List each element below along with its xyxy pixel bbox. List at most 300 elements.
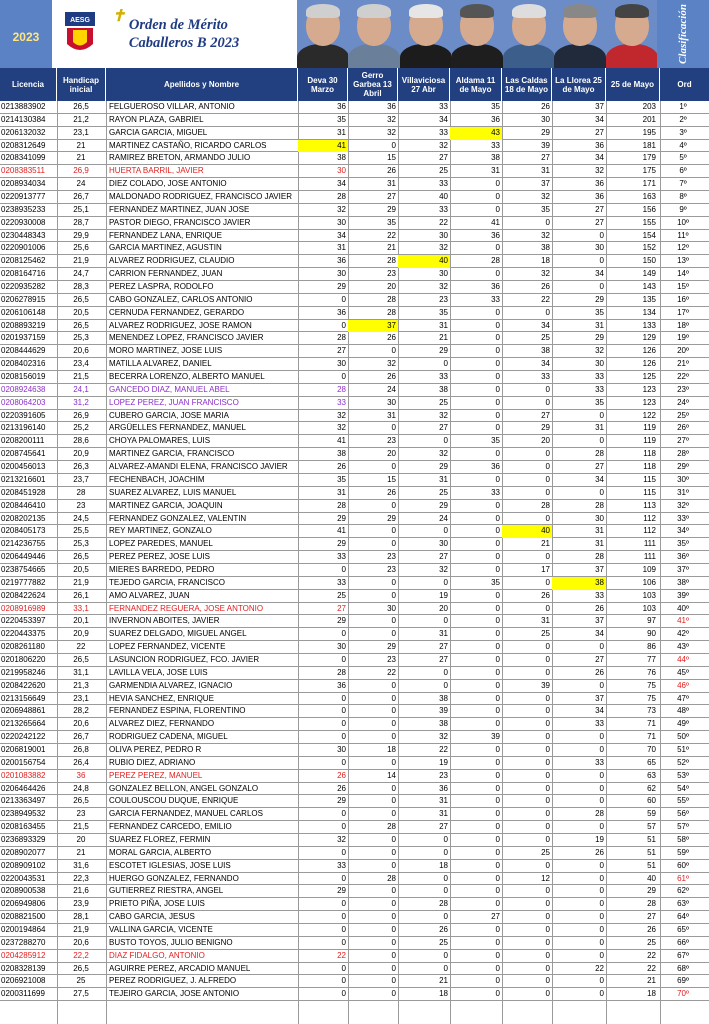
cell-villaviciosa: 32 (439, 564, 448, 574)
cell-total: 70 (647, 744, 656, 754)
cell-la-llorea: 28 (595, 809, 604, 819)
cell-gerro: 0 (391, 963, 396, 973)
cell-la-llorea: 0 (599, 230, 604, 240)
cell-las-caldas: 25 (541, 847, 550, 857)
cell-deva: 26 (337, 770, 346, 780)
cell-licencia: 0213363497 (1, 796, 46, 806)
cell-las-caldas: 0 (545, 462, 550, 472)
cell-ord: 4º (679, 140, 687, 150)
cell-villaviciosa: 27 (439, 654, 448, 664)
cell-la-llorea: 22 (595, 963, 604, 973)
cell-villaviciosa: 22 (439, 217, 448, 227)
cell-las-caldas: 28 (541, 500, 550, 510)
cell-ord: 60º (677, 860, 689, 870)
cell-aldama: 36 (491, 282, 500, 292)
cell-villaviciosa: 33 (439, 372, 448, 382)
cell-total: 181 (642, 140, 656, 150)
cell-licencia: 0208125462 (1, 256, 46, 266)
cell-handicap: 20,1 (73, 616, 89, 626)
cell-total: 195 (642, 127, 656, 137)
cell-las-caldas: 0 (545, 552, 550, 562)
cell-las-caldas: 32 (541, 192, 550, 202)
cell-deva: 30 (337, 166, 346, 176)
cell-villaviciosa: 33 (439, 102, 448, 111)
cell-total: 51 (647, 834, 656, 844)
cell-villaviciosa: 0 (443, 667, 448, 677)
table-row (0, 603, 709, 616)
cell-licencia: 0208444629 (1, 346, 46, 356)
cell-la-llorea: 0 (599, 912, 604, 922)
cell-villaviciosa: 27 (439, 642, 448, 652)
table-row (0, 718, 709, 731)
cell-la-llorea: 28 (595, 500, 604, 510)
cell-handicap: 21,6 (73, 886, 89, 896)
cell-la-llorea: 0 (599, 976, 604, 986)
table-row (0, 654, 709, 667)
title-line1: Orden de Mérito (128, 17, 228, 33)
cell-ord: 61º (677, 873, 689, 883)
cell-la-llorea: 37 (595, 102, 604, 111)
cell-total: 75 (647, 693, 656, 703)
cell-las-caldas: 27 (541, 153, 550, 163)
cell-licencia: 0208422624 (1, 590, 46, 600)
cell-nombre: LAVILLA VELA, JOSE LUIS (109, 667, 208, 677)
cell-licencia: 0238754665 (1, 564, 46, 574)
cell-aldama: 0 (495, 937, 500, 947)
cell-licencia: 0206278915 (1, 294, 46, 304)
cell-gerro: 0 (391, 616, 396, 626)
cell-gerro: 37 (348, 320, 398, 333)
cell-licencia: 0208916989 (1, 603, 46, 613)
cell-villaviciosa: 19 (439, 590, 448, 600)
cell-gerro: 0 (391, 140, 396, 150)
cell-nombre: CABO GARCIA, JESUS (109, 912, 195, 922)
cell-handicap: 31,2 (73, 397, 89, 407)
table-row (0, 680, 709, 693)
cell-gerro: 15 (387, 474, 396, 484)
cell-aldama: 0 (495, 680, 500, 690)
cell-aldama: 35 (491, 102, 500, 111)
table-row (0, 410, 709, 423)
cell-la-llorea: 0 (599, 256, 604, 266)
cell-deva: 36 (337, 680, 346, 690)
cell-total: 28 (647, 899, 656, 909)
cell-total: 71 (647, 732, 656, 742)
cell-ord: 34º (677, 526, 689, 536)
cell-la-llorea: 0 (599, 950, 604, 960)
cell-la-llorea: 0 (599, 783, 604, 793)
cell-total: 203 (642, 102, 656, 111)
cell-total: 51 (647, 847, 656, 857)
cell-licencia: 0208402316 (1, 359, 46, 369)
cell-licencia: 0213216601 (1, 474, 46, 484)
cell-aldama: 0 (495, 770, 500, 780)
cell-la-llorea: 0 (599, 796, 604, 806)
cell-aldama: 0 (495, 333, 500, 343)
cell-licencia: 0208422620 (1, 680, 46, 690)
cell-aldama: 0 (495, 822, 500, 832)
cell-licencia: 0208893219 (1, 320, 46, 330)
cell-deva: 32 (337, 410, 346, 420)
cell-la-llorea: 33 (595, 719, 604, 729)
cell-gerro: 28 (387, 822, 396, 832)
cell-gerro: 24 (387, 384, 396, 394)
cell-nombre: REY MARTINEZ, GONZALO (109, 526, 212, 536)
cell-la-llorea: 0 (599, 642, 604, 652)
cell-licencia: 0206819001 (1, 744, 46, 754)
cell-nombre: RAMIREZ BRETON, ARMANDO JULIO (109, 153, 251, 163)
cell-deva: 0 (341, 963, 346, 973)
cell-nombre: PASTOR DIEGO, FRANCISCO JAVIER (109, 217, 251, 227)
cell-villaviciosa: 18 (439, 860, 448, 870)
cell-villaviciosa: 19 (439, 757, 448, 767)
cell-las-caldas: 39 (541, 680, 550, 690)
cell-handicap: 24,1 (73, 384, 89, 394)
cell-licencia: 0238949532 (1, 809, 46, 819)
cell-deva: 28 (337, 384, 346, 394)
cell-total: 175 (642, 166, 656, 176)
cell-las-caldas: 0 (545, 834, 550, 844)
cell-aldama: 0 (495, 204, 500, 214)
cell-licencia: 0220935282 (1, 282, 46, 292)
cell-la-llorea: 29 (595, 294, 604, 304)
cell-gerro: 0 (391, 937, 396, 947)
cell-gerro: 18 (387, 744, 396, 754)
cell-handicap: 24,5 (73, 513, 89, 523)
cell-gerro: 15 (387, 153, 396, 163)
table-row (0, 950, 709, 963)
cell-gerro: 0 (391, 706, 396, 716)
cell-licencia: 0220913777 (1, 192, 46, 202)
table-row (0, 332, 709, 345)
cell-ord: 26º (677, 423, 689, 433)
cell-gerro: 0 (391, 462, 396, 472)
cell-villaviciosa: 29 (439, 462, 448, 472)
cell-las-caldas: 12 (541, 873, 550, 883)
cell-la-llorea: 0 (599, 436, 604, 446)
cell-licencia: 0219777882 (1, 577, 46, 587)
cell-ord: 64º (677, 912, 689, 922)
cell-total: 123 (642, 384, 656, 394)
cell-licencia: 0208745641 (1, 449, 46, 459)
cell-nombre: ARGÜELLES FERNANDEZ, MANUEL (109, 423, 246, 433)
cell-handicap: 23,1 (73, 127, 89, 137)
cell-nombre: COULOUSCOU DUQUE, ENRIQUE (109, 796, 239, 806)
cell-licencia: 0214236755 (1, 539, 46, 549)
cell-las-caldas: 0 (545, 217, 550, 227)
cell-deva: 38 (337, 449, 346, 459)
cell-aldama: 35 (491, 577, 500, 587)
col-handicap: Handicap inicial (57, 68, 106, 101)
cell-handicap: 26,8 (73, 744, 89, 754)
cell-total: 22 (647, 950, 656, 960)
cell-licencia: 0236893329 (1, 834, 46, 844)
cell-licencia: 0208064203 (1, 397, 46, 407)
cell-total: 40 (647, 873, 656, 883)
cell-la-llorea: 31 (595, 526, 604, 536)
cell-ord: 49º (677, 719, 689, 729)
cell-villaviciosa: 29 (439, 346, 448, 356)
cell-licencia: 0237288270 (1, 937, 46, 947)
table-row (0, 590, 709, 603)
cell-handicap: 25,3 (73, 333, 89, 343)
table-row (0, 667, 709, 680)
cell-gerro: 31 (387, 410, 396, 420)
cell-gerro: 22 (387, 667, 396, 677)
cell-licencia: 0208383511 (1, 166, 45, 176)
table-row (0, 140, 709, 153)
cell-villaviciosa: 0 (443, 436, 448, 446)
cell-la-llorea: 29 (595, 333, 604, 343)
cell-las-caldas: 0 (545, 654, 550, 664)
cell-handicap: 20 (76, 834, 86, 844)
cell-aldama: 31 (491, 166, 500, 176)
cell-gerro: 23 (387, 269, 396, 279)
table-row (0, 924, 709, 937)
cell-ord: 16º (677, 294, 689, 304)
cell-la-llorea: 26 (595, 847, 604, 857)
cell-gerro: 0 (391, 757, 396, 767)
cell-la-llorea: 37 (595, 616, 604, 626)
cell-handicap: 21,3 (73, 680, 89, 690)
table-row (0, 114, 709, 127)
cell-nombre: ALVAREZ DIEZ, FERNANDO (109, 719, 215, 729)
svg-text:AESG: AESG (70, 17, 91, 24)
cell-villaviciosa: 25 (439, 166, 448, 176)
table-row (0, 500, 709, 513)
cell-gerro: 0 (391, 925, 396, 934)
cell-handicap: 24,8 (73, 783, 89, 793)
cell-aldama: 0 (495, 886, 500, 896)
cell-deva: 0 (341, 654, 346, 664)
cell-aldama: 0 (495, 706, 500, 716)
cell-handicap: 23,1 (73, 693, 89, 703)
cell-licencia: 0220901006 (1, 243, 46, 253)
cell-licencia: 0208900538 (1, 886, 46, 896)
table-row (0, 898, 709, 911)
cell-aldama: 36 (491, 230, 500, 240)
cell-aldama: 0 (495, 243, 500, 253)
cell-deva: 0 (341, 564, 346, 574)
cell-aldama: 36 (491, 462, 500, 472)
cell-handicap: 20,6 (73, 346, 89, 356)
winner-photos (297, 0, 658, 68)
cell-villaviciosa: 25 (439, 487, 448, 497)
cell-licencia: 0220391605 (1, 410, 46, 420)
cell-deva: 30 (337, 269, 346, 279)
cell-total: 112 (643, 513, 656, 523)
cell-handicap: 28,1 (73, 912, 89, 922)
cell-las-caldas: 0 (545, 307, 550, 317)
cell-villaviciosa: 33 (439, 204, 448, 214)
cell-handicap: 22,2 (73, 950, 89, 960)
cell-la-llorea: 0 (599, 282, 604, 292)
cell-deva: 28 (337, 667, 346, 677)
table-row (0, 628, 709, 641)
cell-aldama: 0 (495, 860, 500, 870)
cell-total: 143 (642, 282, 656, 292)
cell-gerro: 23 (387, 564, 396, 574)
cell-deva: 36 (337, 307, 346, 317)
cell-handicap: 21,2 (73, 114, 89, 124)
cell-licencia: 0208405173 (1, 526, 46, 536)
cell-total: 26 (647, 925, 656, 934)
cell-la-llorea: 34 (595, 706, 604, 716)
cell-gerro: 0 (391, 526, 396, 536)
cell-handicap: 26,5 (73, 552, 89, 562)
cell-total: 63 (647, 770, 656, 780)
cell-gerro: 0 (391, 886, 396, 896)
cell-ord: 51º (677, 744, 689, 754)
cell-la-llorea: 37 (595, 693, 604, 703)
cell-total: 71 (647, 719, 656, 729)
cell-aldama: 0 (495, 847, 500, 857)
cell-deva: 26 (337, 462, 346, 472)
cell-villaviciosa: 22 (439, 744, 448, 754)
cell-aldama: 0 (495, 539, 500, 549)
cell-ord: 67º (677, 950, 689, 960)
cell-la-llorea: 0 (599, 410, 604, 420)
cell-la-llorea: 28 (595, 552, 604, 562)
cell-deva: 0 (341, 873, 346, 883)
cell-handicap: 28,7 (73, 217, 89, 227)
cell-total: 109 (642, 564, 656, 574)
cell-deva: 0 (341, 320, 346, 330)
cell-handicap: 28,6 (73, 436, 89, 446)
cell-aldama: 41 (491, 217, 500, 227)
cell-handicap: 26,5 (73, 320, 89, 330)
cell-gerro: 29 (387, 204, 396, 214)
cell-las-caldas: 26 (541, 590, 550, 600)
cell-villaviciosa: 20 (439, 603, 448, 613)
cell-total: 21 (647, 976, 656, 986)
cell-ord: 12º (677, 243, 689, 253)
cell-villaviciosa: 32 (439, 140, 448, 150)
cell-nombre: FERNANDEZ MARTINEZ, JUAN JOSE (109, 204, 250, 214)
cell-total: 135 (642, 294, 656, 304)
cell-villaviciosa: 26 (439, 925, 448, 934)
cell-villaviciosa: 38 (439, 384, 448, 394)
table-row (0, 255, 709, 268)
table-row (0, 242, 709, 255)
col-villaviciosa: Villaviciosa 27 Abr (398, 68, 450, 101)
table-row (0, 268, 709, 281)
cell-las-caldas: 34 (541, 359, 550, 369)
cell-la-llorea: 32 (595, 166, 604, 176)
cell-deva: 0 (341, 847, 346, 857)
cell-deva: 32 (337, 834, 346, 844)
cell-deva: 41 (337, 526, 346, 536)
cell-handicap: 27,5 (73, 989, 89, 999)
cell-nombre: MIERES BARREDO, PEDRO (109, 564, 215, 574)
cell-la-llorea: 0 (599, 860, 604, 870)
col-la-llorea: La Llorea 25 de Mayo (552, 68, 606, 101)
cell-total: 106 (642, 577, 656, 587)
cell-deva: 31 (337, 487, 346, 497)
cell-licencia: 0208164716 (1, 269, 46, 279)
cell-villaviciosa: 31 (439, 796, 448, 806)
cell-deva: 0 (341, 989, 346, 999)
cell-aldama: 0 (495, 552, 500, 562)
cell-las-caldas: 0 (545, 744, 550, 754)
cell-villaviciosa: 0 (443, 912, 448, 922)
cell-aldama: 0 (495, 873, 500, 883)
cell-las-caldas: 38 (541, 243, 550, 253)
cell-nombre: VALLINA GARCIA, VICENTE (109, 925, 213, 934)
cell-total: 179 (642, 153, 656, 163)
cell-nombre: FERNANDEZ CARCEDO, EMILIO (109, 822, 232, 832)
cell-deva: 0 (341, 912, 346, 922)
cell-las-caldas: 39 (541, 140, 550, 150)
cell-aldama: 39 (491, 732, 500, 742)
cell-nombre: GARMENDIA ALVAREZ, IGNACIO (109, 680, 233, 690)
cell-gerro: 23 (387, 436, 396, 446)
cell-aldama: 43 (450, 127, 502, 140)
cell-villaviciosa: 21 (439, 333, 448, 343)
cell-gerro: 36 (387, 102, 396, 111)
cell-deva: 0 (341, 822, 346, 832)
cell-handicap: 25,6 (73, 243, 89, 253)
cell-las-caldas: 0 (545, 886, 550, 896)
cell-la-llorea: 0 (599, 770, 604, 780)
cell-nombre: ESCOTET IGLESIAS, JOSE LUIS (109, 860, 231, 870)
cell-nombre: CHOYA PALOMARES, LUIS (109, 436, 211, 446)
cell-handicap: 26,7 (73, 192, 89, 202)
cell-handicap: 20,6 (73, 937, 89, 947)
cell-handicap: 21,9 (73, 256, 89, 266)
cell-deva: 29 (337, 616, 346, 626)
cell-la-llorea: 27 (595, 127, 604, 137)
table-row (0, 320, 709, 333)
table-row (0, 744, 709, 757)
cross-icon: ✝ (111, 8, 126, 25)
cell-gerro: 31 (387, 179, 396, 189)
cell-nombre: AGUIRRE PEREZ, ARCADIO MANUEL (109, 963, 251, 973)
cell-deva: 33 (337, 552, 346, 562)
cell-las-caldas: 29 (541, 423, 550, 433)
cell-licencia: 0208446410 (1, 500, 46, 510)
cell-licencia: 0220930008 (1, 217, 46, 227)
cell-deva: 41 (298, 140, 348, 153)
cell-handicap: 20,9 (73, 449, 89, 459)
cell-deva: 30 (337, 359, 346, 369)
cell-handicap: 26,3 (73, 462, 89, 472)
cell-aldama: 0 (495, 513, 500, 523)
cell-villaviciosa: 0 (443, 873, 448, 883)
cell-la-llorea: 27 (595, 654, 604, 664)
cell-villaviciosa: 23 (439, 294, 448, 304)
cell-handicap: 20,5 (73, 564, 89, 574)
cell-handicap: 20,5 (73, 307, 89, 317)
cell-aldama: 0 (495, 809, 500, 819)
cell-ord: 70º (677, 989, 689, 999)
cell-aldama: 0 (495, 192, 500, 202)
cell-villaviciosa: 33 (439, 127, 448, 137)
cell-licencia: 0213156649 (1, 693, 46, 703)
cell-total: 90 (647, 629, 656, 639)
table-row (0, 757, 709, 770)
cell-las-caldas: 17 (541, 564, 550, 574)
cell-ord: 48º (677, 706, 689, 716)
cell-aldama: 0 (495, 564, 500, 574)
player-photo (451, 0, 503, 68)
table-row (0, 204, 709, 217)
cell-deva: 38 (337, 153, 346, 163)
cell-handicap: 21 (76, 847, 86, 857)
cell-la-llorea: 34 (595, 153, 604, 163)
table-row (0, 230, 709, 243)
player-photo (400, 0, 452, 68)
